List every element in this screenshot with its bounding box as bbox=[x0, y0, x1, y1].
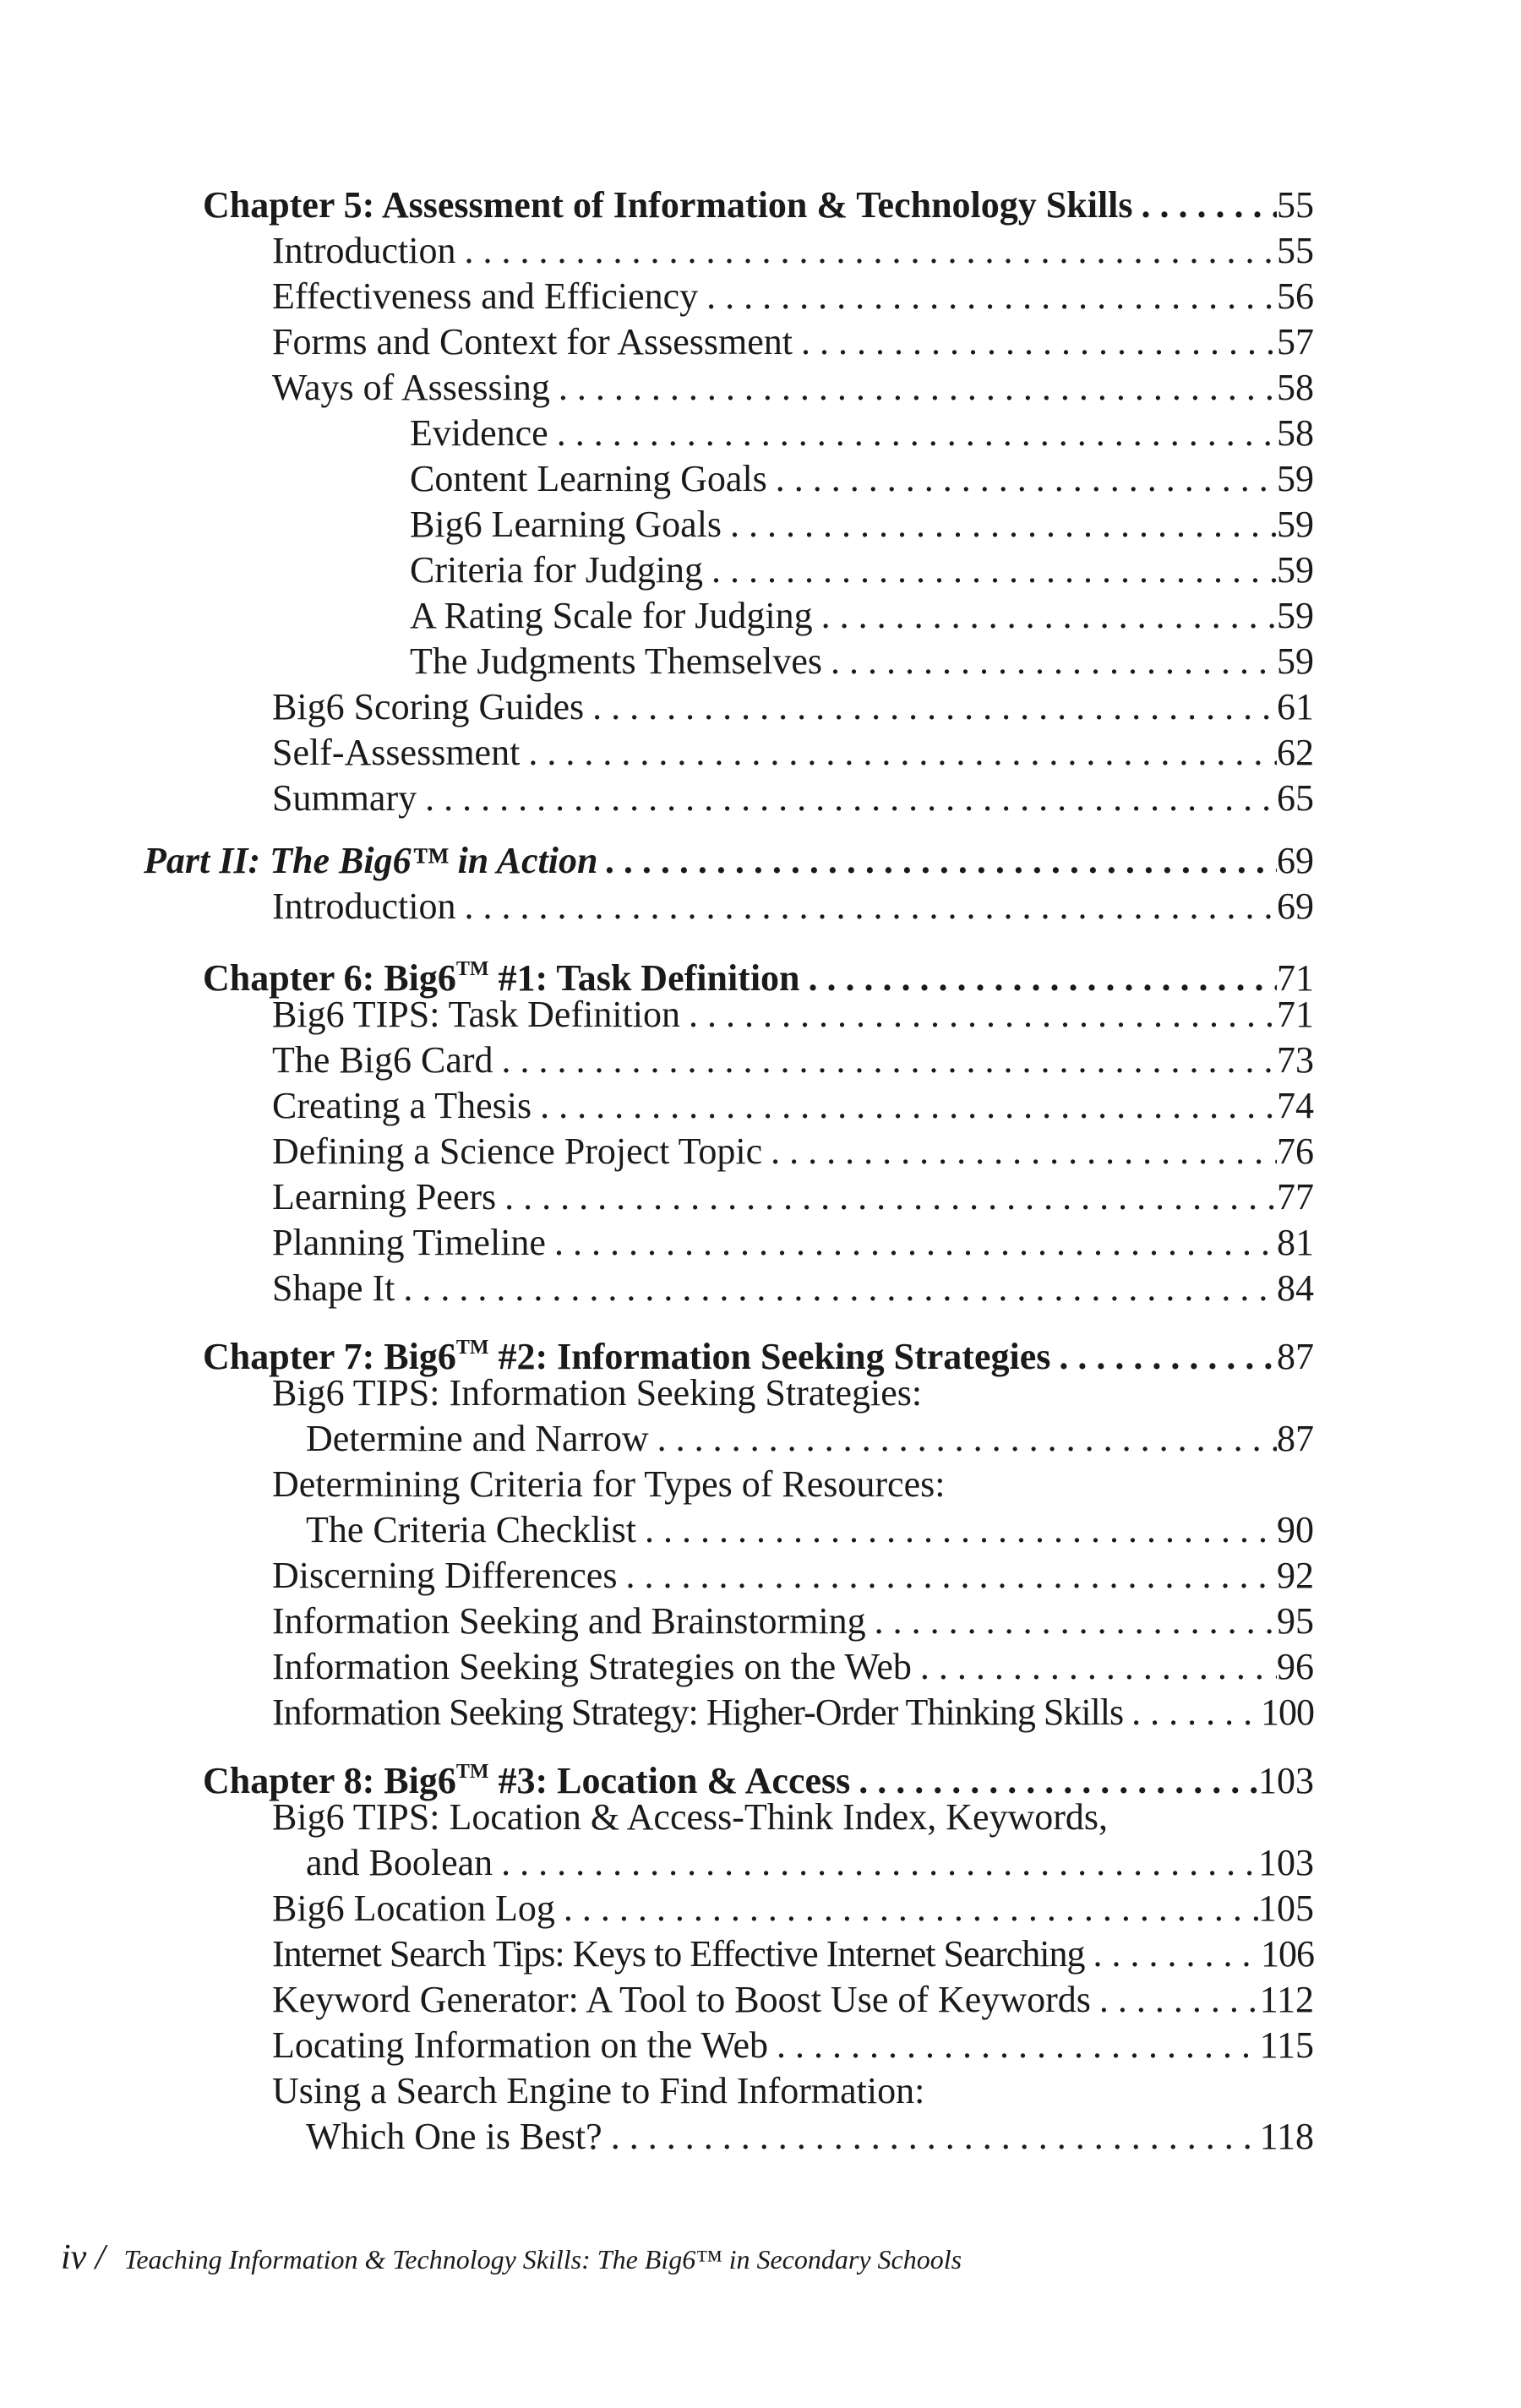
toc-entry-page: 62 bbox=[1277, 732, 1314, 773]
toc-entry[interactable] bbox=[272, 1599, 1314, 1644]
dot-leader bbox=[550, 365, 1277, 411]
toc-entry-title: Big6 Learning Goals bbox=[410, 504, 722, 545]
toc-entry-page: 55 bbox=[1277, 184, 1314, 226]
toc-entry[interactable] bbox=[272, 1174, 1314, 1220]
toc-entry[interactable] bbox=[272, 365, 1314, 411]
toc-entry-title: Summary bbox=[272, 777, 417, 819]
toc-entry-title: Criteria for Judging bbox=[410, 549, 704, 591]
toc-entry-page: 55 bbox=[1277, 230, 1314, 271]
dot-leader bbox=[496, 1174, 1277, 1220]
toc-entry[interactable] bbox=[272, 1266, 1314, 1311]
toc-entry-page: 115 bbox=[1259, 2024, 1314, 2066]
toc-entry-title: Big6 TIPS: Location & Access-Think Index, Keywords, bbox=[272, 1796, 1109, 1838]
toc-entry-page: 73 bbox=[1277, 1039, 1314, 1081]
toc-entry-page: 58 bbox=[1277, 412, 1314, 454]
toc-entry-title: Determine and Narrow bbox=[306, 1418, 649, 1459]
toc-entry[interactable] bbox=[272, 1690, 1314, 1735]
toc-entry[interactable] bbox=[272, 319, 1314, 365]
toc-entry-title: The Judgments Themselves bbox=[410, 640, 822, 682]
toc-entry-page: 105 bbox=[1258, 1888, 1314, 1929]
dot-leader bbox=[680, 992, 1277, 1038]
toc-entry[interactable] bbox=[272, 684, 1314, 730]
chapter-title-text: #1: Task Definition bbox=[488, 957, 800, 999]
toc-entry-title: Chapter 5: Assessment of Information & Technology Skills bbox=[203, 184, 1133, 226]
toc-chapter-8[interactable] bbox=[203, 1749, 1314, 1801]
dot-leader bbox=[395, 1266, 1277, 1311]
toc-part-2[interactable] bbox=[144, 838, 1314, 884]
toc-entry[interactable] bbox=[272, 1220, 1314, 1266]
toc-entry[interactable] bbox=[272, 730, 1314, 776]
toc-entry[interactable] bbox=[272, 228, 1314, 274]
toc-entry-title: Self-Assessment bbox=[272, 732, 521, 773]
toc-entry-page: 57 bbox=[1277, 321, 1314, 362]
dot-leader bbox=[417, 776, 1277, 821]
toc-entry-page: 71 bbox=[1277, 994, 1314, 1035]
toc-entry-page: 90 bbox=[1277, 1509, 1314, 1550]
dot-leader bbox=[1050, 1334, 1277, 1380]
toc-entry-line1[interactable] bbox=[272, 2068, 924, 2114]
toc-subentry[interactable] bbox=[410, 411, 1314, 456]
toc-entry-title: Shape It bbox=[272, 1267, 395, 1309]
trademark-mark: TM bbox=[455, 958, 489, 980]
toc-entry-page: 59 bbox=[1277, 640, 1314, 682]
toc-chapter-7[interactable] bbox=[203, 1325, 1314, 1377]
dot-leader bbox=[636, 1507, 1277, 1553]
toc-subentry[interactable] bbox=[410, 456, 1314, 502]
toc-entry-page: 103 bbox=[1258, 1842, 1314, 1883]
dot-leader bbox=[555, 1886, 1258, 1931]
toc-entry-title: Effectiveness and Efficiency bbox=[272, 275, 699, 317]
toc-subentry[interactable] bbox=[410, 593, 1314, 639]
dot-leader bbox=[456, 228, 1277, 274]
toc-entry-line2[interactable] bbox=[306, 1507, 1314, 1553]
toc-entry[interactable] bbox=[272, 2023, 1314, 2068]
toc-entry-title: Determining Criteria for Types of Resources: bbox=[272, 1463, 946, 1505]
dot-leader bbox=[722, 502, 1277, 548]
dot-leader bbox=[1123, 1690, 1261, 1735]
toc-entry-title: Planning Timeline bbox=[272, 1222, 546, 1263]
chapter-title-text: #3: Location & Access bbox=[488, 1760, 851, 1801]
dot-leader bbox=[546, 1220, 1277, 1266]
toc-entry-title: and Boolean bbox=[306, 1842, 493, 1883]
chapter-title-text: Chapter 7: Big6 bbox=[203, 1336, 456, 1377]
toc-entry-page: 87 bbox=[1277, 1336, 1314, 1377]
dot-leader bbox=[762, 1129, 1277, 1174]
chapter-title-text: Chapter 8: Big6 bbox=[203, 1760, 456, 1801]
toc-entry-page: 71 bbox=[1277, 957, 1314, 999]
dot-leader bbox=[813, 593, 1277, 639]
dot-leader bbox=[698, 274, 1277, 319]
dot-leader bbox=[597, 838, 1277, 884]
toc-entry-page: 56 bbox=[1277, 275, 1314, 317]
toc-entry-line1[interactable] bbox=[272, 1370, 922, 1416]
toc-entry[interactable] bbox=[272, 1553, 1314, 1599]
toc-entry[interactable] bbox=[272, 1931, 1314, 1977]
toc-entry[interactable] bbox=[272, 1038, 1314, 1083]
toc-entry-page: 95 bbox=[1277, 1600, 1314, 1642]
toc-entry[interactable] bbox=[272, 884, 1314, 929]
toc-entry-title: Keyword Generator: A Tool to Boost Use of Keywords bbox=[272, 1979, 1091, 2020]
toc-entry-title: Creating a Thesis bbox=[272, 1085, 532, 1126]
dot-leader bbox=[584, 684, 1277, 730]
dot-leader bbox=[493, 1038, 1277, 1083]
toc-entry-page: 74 bbox=[1277, 1085, 1314, 1126]
toc-entry-line1[interactable] bbox=[272, 1462, 945, 1507]
page-number: iv / bbox=[61, 2238, 106, 2277]
toc-subentry[interactable] bbox=[410, 502, 1314, 548]
toc-entry-title: Learning Peers bbox=[272, 1176, 497, 1218]
toc-entry-page: 92 bbox=[1277, 1555, 1314, 1596]
toc-entry[interactable] bbox=[272, 1644, 1314, 1690]
toc-entry-page: 59 bbox=[1277, 504, 1314, 545]
dot-leader bbox=[912, 1644, 1277, 1690]
dot-leader bbox=[617, 1553, 1277, 1599]
toc-entry-title: Content Learning Goals bbox=[410, 458, 767, 499]
toc-entry-page: 59 bbox=[1277, 458, 1314, 499]
toc-entry-title: The Criteria Checklist bbox=[306, 1509, 636, 1550]
dot-leader bbox=[548, 411, 1277, 456]
dot-leader bbox=[1133, 183, 1277, 228]
toc-entry-title: Ways of Assessing bbox=[272, 367, 550, 408]
dot-leader bbox=[822, 639, 1277, 684]
toc-entry-title: Big6 Location Log bbox=[272, 1888, 555, 1929]
dot-leader bbox=[493, 1840, 1258, 1886]
toc-entry-title: Big6 TIPS: Task Definition bbox=[272, 994, 680, 1035]
toc-entry-page: 58 bbox=[1277, 367, 1314, 408]
toc-entry-line1[interactable] bbox=[272, 1795, 1108, 1840]
toc-entry-line2[interactable] bbox=[306, 1416, 1314, 1462]
toc-entry-title: Forms and Context for Assessment bbox=[272, 321, 793, 362]
toc-entry-title: A Rating Scale for Judging bbox=[410, 595, 813, 636]
toc-entry-title: Locating Information on the Web bbox=[272, 2024, 769, 2066]
toc-entry[interactable] bbox=[272, 776, 1314, 821]
toc-subentry[interactable] bbox=[410, 639, 1314, 684]
toc-entry-page: 103 bbox=[1258, 1760, 1314, 1801]
toc-entry[interactable] bbox=[272, 1886, 1314, 1931]
toc-entry-title: Discerning Differences bbox=[272, 1555, 618, 1596]
toc-entry-title: The Big6 Card bbox=[272, 1039, 493, 1081]
toc-entry-title: Which One is Best? bbox=[306, 2116, 602, 2157]
toc-entry-line2[interactable] bbox=[306, 1840, 1314, 1886]
dot-leader bbox=[520, 730, 1277, 776]
dot-leader bbox=[602, 2114, 1260, 2160]
dot-leader bbox=[767, 456, 1277, 502]
toc-entry-title: Introduction bbox=[272, 885, 456, 927]
toc-subentry[interactable] bbox=[410, 548, 1314, 593]
toc-entry-title: Introduction bbox=[272, 230, 456, 271]
toc-entry[interactable] bbox=[272, 992, 1314, 1038]
toc-entry-title bbox=[144, 838, 597, 884]
toc-entry-page: 61 bbox=[1277, 686, 1314, 727]
book-title: Teaching Information & Technology Skills: The Big6™ in Secondary Schools bbox=[123, 2244, 962, 2275]
trademark-mark: TM bbox=[455, 1761, 489, 1783]
toc-entry-page: 59 bbox=[1277, 549, 1314, 591]
toc-entry-title: Internet Search Tips: Keys to Effective Internet Searching bbox=[272, 1933, 1085, 1975]
chapter-title-text: Chapter 6: Big6 bbox=[203, 957, 456, 999]
toc-entry-page: 65 bbox=[1277, 777, 1314, 819]
toc-entry-page: 81 bbox=[1277, 1222, 1314, 1263]
dot-leader bbox=[793, 319, 1277, 365]
dot-leader bbox=[703, 548, 1277, 593]
toc-entry-page: 87 bbox=[1277, 1418, 1314, 1459]
dot-leader bbox=[456, 884, 1277, 929]
trademark-mark: ™ bbox=[411, 840, 449, 881]
toc-entry-title: Big6 Scoring Guides bbox=[272, 686, 585, 727]
dot-leader bbox=[1091, 1977, 1260, 2023]
toc-entry-title: Evidence bbox=[410, 412, 548, 454]
dot-leader bbox=[649, 1416, 1277, 1462]
toc-entry-page: 69 bbox=[1277, 885, 1314, 927]
part-title-text: in Action bbox=[448, 840, 598, 881]
toc-entry-title: Information Seeking Strategies on the Web bbox=[272, 1646, 912, 1687]
toc-entry-title: Big6 TIPS: Information Seeking Strategies: bbox=[272, 1372, 923, 1414]
toc-entry-page: 69 bbox=[1277, 840, 1314, 881]
trademark-mark: TM bbox=[455, 1337, 489, 1359]
page-footer bbox=[61, 2237, 962, 2278]
toc-entry-line2[interactable] bbox=[306, 2114, 1314, 2160]
dot-leader bbox=[532, 1083, 1277, 1129]
toc-entry[interactable] bbox=[272, 274, 1314, 319]
toc-entry-page: 84 bbox=[1277, 1267, 1314, 1309]
toc-entry-page: 100 bbox=[1261, 1692, 1314, 1733]
toc-entry-page: 76 bbox=[1277, 1130, 1314, 1172]
toc-entry-page: 77 bbox=[1277, 1176, 1314, 1218]
toc-entry[interactable] bbox=[272, 1083, 1314, 1129]
toc-entry-page: 118 bbox=[1259, 2116, 1314, 2157]
toc-entry-page: 59 bbox=[1277, 595, 1314, 636]
toc-entry-page: 112 bbox=[1259, 1979, 1314, 2020]
toc-entry-page: 106 bbox=[1261, 1933, 1314, 1975]
dot-leader bbox=[1084, 1931, 1261, 1977]
toc-entry[interactable] bbox=[272, 1977, 1314, 2023]
toc-chapter-5[interactable] bbox=[203, 183, 1314, 228]
toc-entry-title: Information Seeking Strategy: Higher-Order Thinking Skills bbox=[272, 1692, 1124, 1733]
toc-entry-title: Using a Search Engine to Find Information: bbox=[272, 2070, 925, 2111]
toc-entry-title: Information Seeking and Brainstorming bbox=[272, 1600, 866, 1642]
toc-chapter-6[interactable] bbox=[203, 946, 1314, 999]
toc-entry-title: Defining a Science Project Topic bbox=[272, 1130, 763, 1172]
dot-leader bbox=[866, 1599, 1277, 1644]
chapter-title-text: #2: Information Seeking Strategies bbox=[488, 1336, 1051, 1377]
part-title-text: Part II: The Big6 bbox=[144, 840, 412, 881]
toc-entry-page: 96 bbox=[1277, 1646, 1314, 1687]
toc-entry[interactable] bbox=[272, 1129, 1314, 1174]
dot-leader bbox=[768, 2023, 1260, 2068]
